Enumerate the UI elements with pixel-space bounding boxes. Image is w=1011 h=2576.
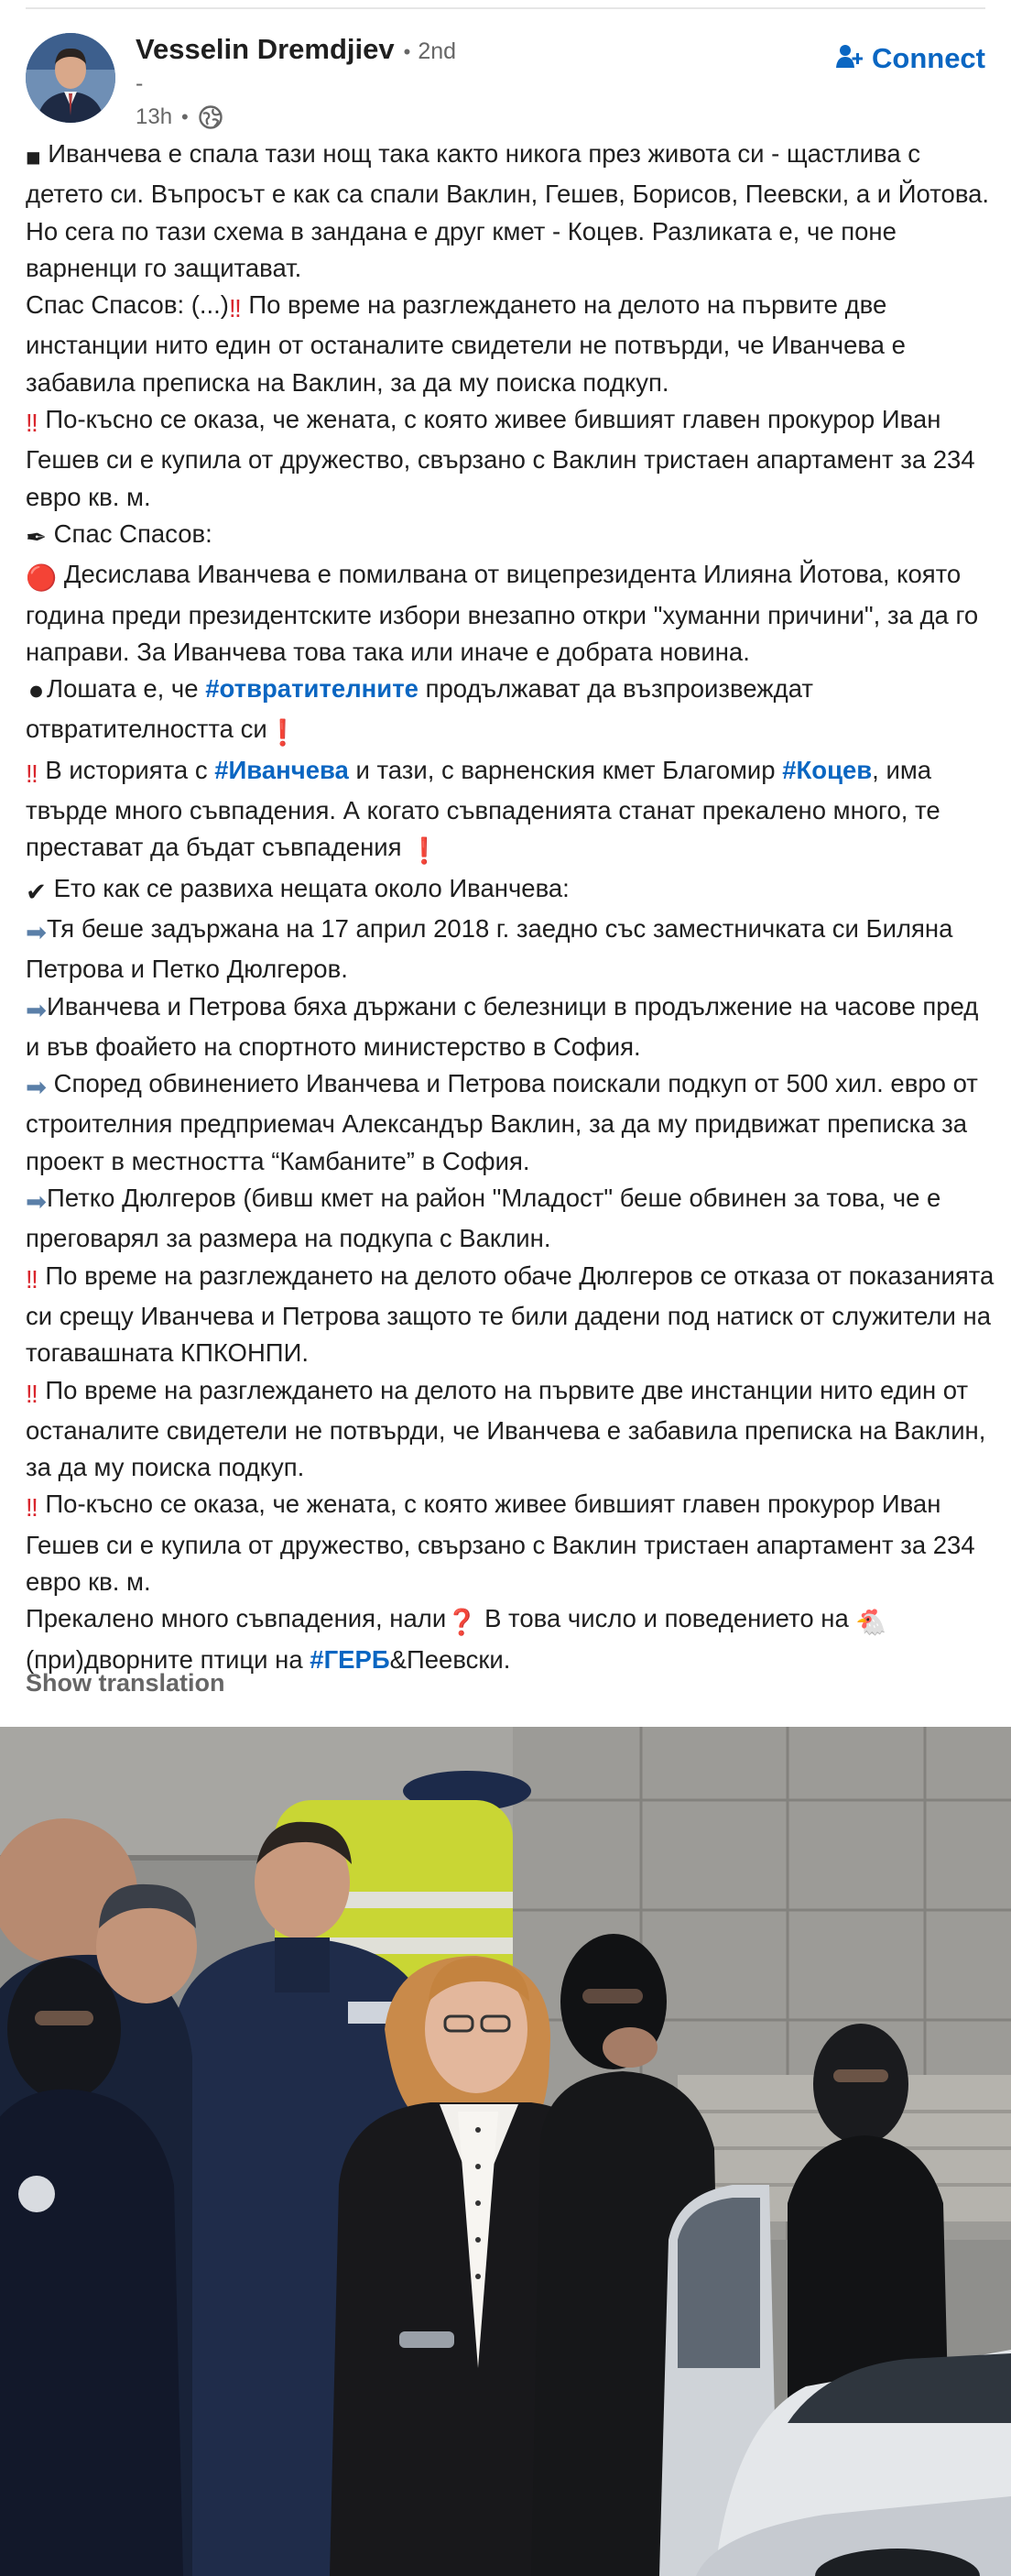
double-exclamation-icon: ‼ [26, 1379, 38, 1408]
post-paragraph [26, 988, 995, 1066]
post-paragraph [26, 1065, 995, 1180]
double-exclamation-icon: ‼ [228, 294, 242, 323]
double-exclamation-icon: ‼ [26, 1493, 38, 1523]
connect-button[interactable] [835, 38, 985, 79]
post-paragraph [26, 671, 995, 752]
author-name[interactable]: Vesselin Dremdjiev [136, 33, 395, 65]
post-text: По-късно се оказа, че жената, с която живее бившият главен прокурор Иван Гешев си е купила от дружество, свързано с Ваклин тристаен апартамент за 234 евро кв. м. [26, 405, 975, 511]
post-text: По време на разглеждането на делото обаче Дюлгеров се отказа от показанията си срещу Иванчева и Петрова защото те били дадени под натиск от служители на тогавашната КПКОНПИ. [26, 1261, 995, 1368]
post-paragraph [26, 870, 995, 911]
meta-separator-dot: • [181, 105, 189, 128]
author-block [136, 33, 722, 134]
post-text: Спас Спасов: [47, 518, 212, 548]
right-arrow-icon: ➡ [26, 1187, 48, 1217]
post-text: По време на разглеждането на делото на първите две инстанции нито един от останалите свидетели не потвърди, че Иванчева е забавила преписка на Ваклин, за да му поиска подкуп. [26, 290, 906, 397]
red-circle-icon: 🔴 [26, 563, 58, 593]
post-text: Прекалено много съвпадения, нали [26, 1604, 447, 1633]
post-text: Иванчева е спала тази нощ така както никога през живота си - щастлива с детето си. Въпросът е как са спали Ваклин, Гешев, Борисов, Пеевски, а и Йотова. Но сега по тази схема в зандана е друг кмет - Коцев. Разликата е, че поне варненци го защитават. [26, 139, 990, 282]
post-text: и тази, с варненския кмет Благомир [348, 755, 783, 784]
connect-label: Connect [872, 42, 985, 74]
post-text: В това число и поведението на [477, 1604, 856, 1633]
right-arrow-icon: ➡ [26, 995, 48, 1024]
hashtag-link[interactable]: #Коцев [782, 755, 873, 784]
post-paragraph [26, 136, 995, 287]
post-paragraph [26, 1600, 995, 1678]
double-exclamation-icon: ‼ [26, 1264, 38, 1293]
hashtag-link[interactable]: #ГЕРБ [310, 1644, 390, 1674]
post-text: Според обвинението Иванчева и Петрова поискали подкуп от 500 хил. евро от строителния предприемач Александър Ваклин, за да му придвижат преписка за проект в местността “Камбаните” в София. [26, 1069, 978, 1175]
post-text: Петко Дюлгеров (бивш кмет на район "Младост" беше обвинен за това, че е преговарял за размера на подкупа с Ваклин. [26, 1184, 941, 1253]
post-text: &Пеевски. [389, 1644, 511, 1674]
post-photo[interactable] [0, 1727, 1011, 2576]
author-headline: - [136, 71, 144, 96]
post-text: Спас Спасов: (...) [26, 290, 229, 320]
double-exclamation-icon: ‼ [26, 409, 38, 438]
post-paragraph [26, 1372, 995, 1487]
post-paragraph [26, 1180, 995, 1258]
post-text: По време на разглеждането на делото на първите две инстанции нито един от останалите свидетели не потвърди, че Иванчева е забавила преписка на Ваклин, за да му поиска подкуп. [26, 1375, 986, 1482]
post-text: Ето как се развиха нещата около Иванчева: [47, 873, 570, 902]
post-text: Лошата е, че [47, 674, 206, 704]
black-circle-icon: ⚫ [26, 678, 48, 707]
red-exclamation-icon: ❗ [266, 718, 299, 748]
post-paragraph [26, 287, 995, 401]
feed-divider [26, 7, 985, 9]
right-arrow-icon: ➡ [26, 1073, 48, 1102]
check-mark-icon: ✔ [26, 877, 48, 906]
red-exclamation-icon: ❗ [408, 836, 440, 866]
post-text: продължават да възпроизвеждат отвратителността си [26, 674, 814, 744]
avatar[interactable] [26, 33, 115, 123]
post-text: , има твърде много съвпадения. А когато съвпаденията станат прекалено много, те престават да бъдат съвпадения [26, 755, 940, 862]
post-text: Десислава Иванчева е помилвана от вицепрезидента Илияна Йотова, която година преди президентските избори внезапно откри "хуманни причини", за да го направи. За Иванчева това така или иначе е добрата новина. [26, 560, 979, 666]
post-paragraph [26, 752, 995, 870]
post-paragraph [26, 556, 995, 671]
hashtag-link[interactable]: #отвратителните [205, 674, 419, 704]
chicken-icon: 🐔 [855, 1608, 887, 1637]
post-text: (при)дворните птици на [26, 1644, 310, 1674]
post-text: В историята с [38, 755, 215, 784]
right-arrow-icon: ➡ [26, 917, 48, 946]
post-header [26, 33, 985, 134]
double-exclamation-icon: ‼ [26, 759, 38, 788]
hashtag-link[interactable]: #Иванчева [214, 755, 349, 784]
post-text: По-късно се оказа, че жената, с която живее бившият главен прокурор Иван Гешев си е купила от дружество, свързано с Ваклин тристаен апартамент за 234 евро кв. м. [26, 1490, 975, 1596]
separator-dot: • [403, 40, 411, 63]
pen-icon: ✒ [26, 522, 48, 551]
post-paragraph [26, 1258, 995, 1372]
globe-icon [198, 104, 223, 130]
post-text: Иванчева и Петрова бяха държани с белезници в продължение на часове пред и във фоайето на спортното министерство в София. [26, 991, 979, 1061]
post-paragraph [26, 1486, 995, 1600]
black-square-icon: ■ [26, 143, 41, 171]
post-text: Тя беше задържана на 17 април 2018 г. заедно със заместничката си Биляна Петрова и Петко Дюлгеров. [26, 913, 953, 984]
post-body [26, 136, 995, 1678]
post-paragraph [26, 401, 995, 516]
post-paragraph [26, 516, 995, 556]
post-paragraph [26, 911, 995, 988]
post-time: 13h [136, 104, 173, 129]
show-translation-button[interactable]: Show translation [26, 1669, 225, 1697]
red-question-icon: ❓ [446, 1608, 478, 1637]
connection-degree: 2nd [418, 38, 457, 64]
add-person-icon [835, 43, 863, 75]
